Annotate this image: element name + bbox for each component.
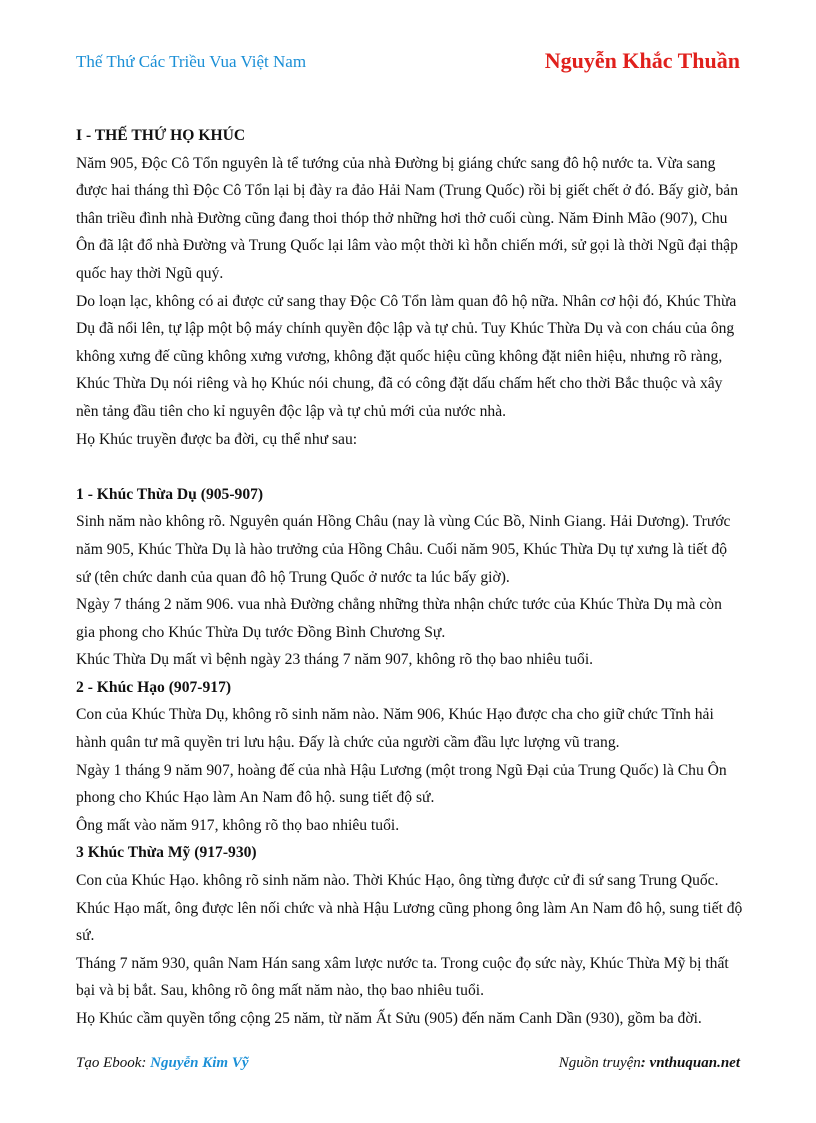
ebook-creator-name: Nguyễn Kim Vỹ [150, 1055, 249, 1071]
ruler-paragraph: Con của Khúc Hạo. không rõ sinh năm nào. Thời Khúc Hạo, ông từng được cử đi sứ sang Trung Quốc. Khúc Hạo mất, ông được lên nối chức và nhà Hậu Lương cũng phong ông làm An Nam đô hộ, sung tiết độ sứ. [76, 872, 743, 945]
ruler-heading: 1 - Khúc Thừa Dụ (905-907) [76, 485, 264, 503]
author-name: Nguyễn Khắc Thuần [544, 48, 740, 73]
ruler-paragraph: Sinh năm nào không rõ. Nguyên quán Hồng Châu (nay là vùng Cúc Bồ, Ninh Giang. Hải Dương). Trước năm 905, Khúc Thừa Dụ là hào trưởng của Hồng Châu. Cuối năm 905, Khúc Thừa Dụ tự xưng là tiết độ sứ (tên chức danh của quan đô hộ Trung Quốc ở nước ta lúc bấy giờ). [76, 513, 731, 586]
ruler-paragraph: Ngày 1 tháng 9 năm 907, hoàng đế của nhà Hậu Lương (một trong Ngũ Đại của Trung Quốc) là Chu Ôn phong cho Khúc Hạo làm An Nam đô hộ. sung tiết độ sứ. [76, 761, 727, 807]
intro-paragraph: Do loạn lạc, không có ai được cử sang thay Độc Cô Tổn làm quan đô hộ nữa. Nhân cơ hội đó, Khúc Thừa Dụ đã nổi lên, tự lập một bộ máy chính quyền độc lập và tự chủ. Tuy Khúc Thừa Dụ và con cháu của ông không xưng đế cũng không xưng vương, không đặt quốc hiệu cũng không đặt niên hiệu, nhưng rõ ràng, Khúc Thừa Dụ nói riêng và họ Khúc nói chung, đã có công đặt dấu chấm hết cho thời Bắc thuộc và xây nền tảng đầu tiên cho kỉ nguyên độc lập và tự chủ mới của nước nhà. [76, 292, 737, 420]
page-content [76, 122, 744, 1033]
source-label: Nguồn truyện [558, 1055, 641, 1071]
ruler-paragraph: Con của Khúc Thừa Dụ, không rõ sinh năm nào. Năm 906, Khúc Hạo được cha cho giữ chức Tĩnh hải hành quân tư mã quyền tri lưu hậu. Đấy là chức của người cầm đầu lực lượng vũ trang. [76, 706, 714, 752]
book-title: Thế Thứ Các Triều Vua Việt Nam [76, 52, 307, 71]
ebook-label: Tạo Ebook [76, 1055, 142, 1071]
ruler-heading: 2 - Khúc Hạo (907-917) [76, 678, 232, 696]
ruler-paragraph: Tháng 7 năm 930, quân Nam Hán sang xâm lược nước ta. Trong cuộc đọ sức này, Khúc Thừa Mỹ bị thất bại và bị bắt. Sau, không rõ ông mất năm nào, thọ bao nhiêu tuổi. [76, 954, 729, 1000]
ebook-separator: : [141, 1055, 151, 1071]
source-site: vnthuquan.net [649, 1055, 740, 1071]
intro-paragraph: Họ Khúc truyền được ba đời, cụ thể như sau: [76, 430, 358, 448]
ruler-paragraph: Khúc Thừa Dụ mất vì bệnh ngày 23 tháng 7 năm 907, không rõ thọ bao nhiêu tuổi. [76, 651, 594, 669]
blank-line [76, 453, 744, 481]
intro-paragraph: Năm 905, Độc Cô Tổn nguyên là tể tướng của nhà Đường bị giáng chức sang đô hộ nước ta. Vừa sang được hai tháng thì Độc Cô Tổn lại bị đày ra đảo Hải Nam (Trung Quốc) rồi bị giết chết ở đó. Bấy giờ, bản thân triều đình nhà Đường cũng đang thoi thóp thở những hơi thở cuối cùng. Năm Đinh Mão (907), Chu Ôn đã lật đổ nhà Đường và Trung Quốc lại lâm vào một thời kì hỗn chiến mới, sử gọi là thời Ngũ đại thập quốc hay thời Ngũ quý. [76, 154, 739, 282]
source-credit [559, 1055, 740, 1072]
section-title: I - THẾ THỨ HỌ KHÚC [76, 127, 246, 144]
ruler-paragraph: Ông mất vào năm 917, không rõ thọ bao nhiêu tuổi. [76, 816, 400, 834]
ebook-credit [76, 1055, 249, 1072]
source-separator: : [640, 1055, 650, 1071]
ruler-paragraph: Họ Khúc cầm quyền tổng cộng 25 năm, từ năm Ất Sửu (905) đến năm Canh Dần (930), gồm ba đời. [76, 1010, 702, 1027]
ruler-heading: 3 Khúc Thừa Mỹ (917-930) [76, 844, 257, 862]
ruler-paragraph: Ngày 7 tháng 2 năm 906. vua nhà Đường chẳng những thừa nhận chức tước của Khúc Thừa Dụ mà còn gia phong cho Khúc Thừa Dụ tước Đồng Bình Chương Sự. [76, 596, 722, 641]
